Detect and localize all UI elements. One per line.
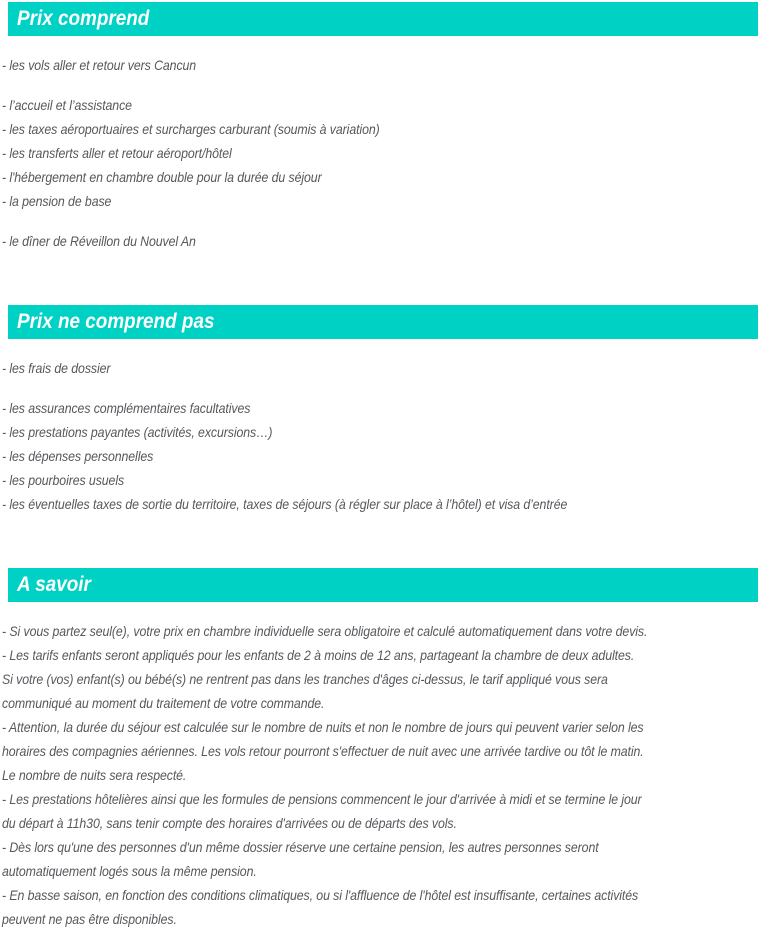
paragraph bbox=[2, 619, 758, 931]
section-prix-ne-comprend-pas bbox=[0, 305, 758, 516]
text-line: - En basse saison, en fonction des conditions climatiques, ou si l'affluence de l'hôtel est insuffisante, certaines activités bbox=[2, 887, 639, 903]
text-line: - les taxes aéroportuaires et surcharges carburant (soumis à variation) bbox=[2, 121, 380, 137]
text-line: - les pourboires usuels bbox=[2, 472, 125, 488]
text-line: Si votre (vos) enfant(s) ou bébé(s) ne rentrent pas dans les tranches d'âges ci-dessus, le tarif appliqué vous sera bbox=[2, 671, 608, 687]
paragraph bbox=[2, 229, 758, 253]
section-header-a-savoir bbox=[8, 568, 758, 602]
text-line: - Les prestations hôtelières ainsi que les formules de pensions commencent le jour d'arrivée à midi et se termine le jour bbox=[2, 791, 642, 807]
paragraph bbox=[2, 53, 758, 77]
text-line: - l’accueil et l’assistance bbox=[2, 97, 132, 113]
text-line: automatiquement logés sous la même pension. bbox=[2, 863, 257, 879]
section-title: Prix ne comprend pas bbox=[17, 310, 215, 333]
text-line: - Attention, la durée du séjour est calculée sur le nombre de nuits et non le nombre de jours qui peuvent varier selon les bbox=[2, 719, 644, 735]
section-body-prix-ne-comprend-pas bbox=[2, 356, 758, 516]
text-line: - les prestations payantes (activités, excursions…) bbox=[2, 424, 273, 440]
paragraph bbox=[2, 356, 758, 380]
section-body-a-savoir bbox=[2, 619, 758, 931]
text-line: - les frais de dossier bbox=[2, 360, 111, 376]
section-body-prix-comprend bbox=[2, 53, 758, 253]
text-line: - les assurances complémentaires facultatives bbox=[2, 400, 251, 416]
text-line: - les dépenses personnelles bbox=[2, 448, 154, 464]
text-line: - la pension de base bbox=[2, 193, 112, 209]
section-header-prix-ne-comprend-pas bbox=[8, 305, 758, 339]
text-line: - les éventuelles taxes de sortie du territoire, taxes de séjours (à régler sur place à l’hôtel) et visa d’entrée bbox=[2, 496, 568, 512]
text-line: - Les tarifs enfants seront appliqués pour les enfants de 2 à moins de 12 ans, partageant la chambre de deux adultes. bbox=[2, 647, 635, 663]
text-line: - les vols aller et retour vers Cancun bbox=[2, 57, 197, 73]
text-line: du départ à 11h30, sans tenir compte des horaires d'arrivées ou de départs des vols. bbox=[2, 815, 457, 831]
section-header-prix-comprend bbox=[8, 2, 758, 36]
text-line: peuvent ne pas être disponibles. bbox=[2, 911, 177, 927]
section-prix-comprend bbox=[0, 2, 758, 253]
text-line: - le dîner de Réveillon du Nouvel An bbox=[2, 233, 196, 249]
text-line: Le nombre de nuits sera respecté. bbox=[2, 767, 187, 783]
section-a-savoir bbox=[0, 568, 758, 931]
section-title: Prix comprend bbox=[17, 7, 150, 30]
text-line: communiqué au moment du traitement de votre commande. bbox=[2, 695, 325, 711]
text-line: - les transferts aller et retour aéroport/hôtel bbox=[2, 145, 232, 161]
section-title: A savoir bbox=[17, 573, 91, 596]
text-line: - l'hébergement en chambre double pour la durée du séjour bbox=[2, 169, 322, 185]
paragraph bbox=[2, 93, 758, 213]
paragraph bbox=[2, 396, 758, 516]
text-line: horaires des compagnies aériennes. Les vols retour pourront s'effectuer de nuit avec une arrivée tardive ou tôt le matin. bbox=[2, 743, 644, 759]
text-line: - Si vous partez seul(e), votre prix en chambre individuelle sera obligatoire et calculé automatiquement dans votre devis. bbox=[2, 623, 648, 639]
text-line: - Dès lors qu'une des personnes d'un même dossier réserve une certaine pension, les autres personnes seront bbox=[2, 839, 599, 855]
